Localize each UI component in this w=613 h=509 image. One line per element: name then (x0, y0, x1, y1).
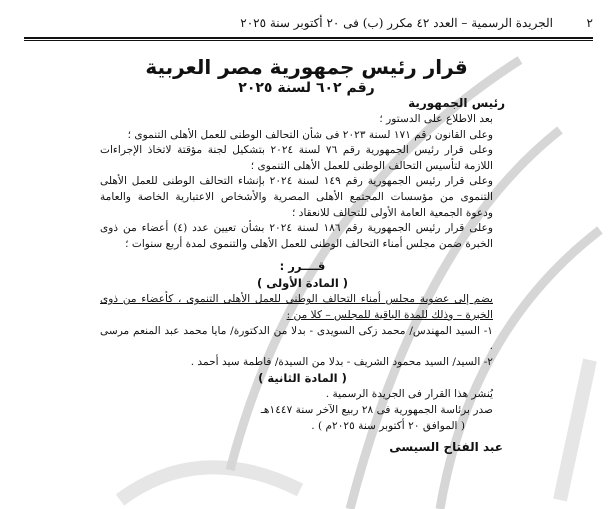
member-item: ٢- السيد/ السيد محمود الشريف - بدلا من السيدة/ فاطمة سيد أحمد . (190, 355, 493, 368)
page-number: ٢ (586, 16, 593, 30)
issue-place-date: صدر برئاسة الجمهورية فى ٢٨ ربيع الآخر سنة ١٤٤٧هـ (260, 403, 493, 416)
preamble-line: بعد الاطلاع على الدستور ؛ (379, 113, 493, 125)
preamble-line: وعلى قرار رئيس الجمهورية رقم ١٤٩ لسنة ٢٠٢٤ بإنشاء التحالف الوطنى للعمل الأهلى التنموى من مؤسسات المجتمع الأهلى المصرية والأشخاص الاعتبارية الخاصة والعامة ودعوة الجمعية العامة الأولى للتحالف للانعقاد ؛ (100, 175, 494, 219)
preamble-line: وعلى قرار رئيس الجمهورية رقم ٧٦ لسنة ٢٠٢٤ بتشكيل لجنة مؤقتة لاتخاذ الإجراءات اللازمة لتأسيس التحالف الوطنى للعمل الأهلى التنموى ؛ (100, 144, 494, 172)
decision-heading: قــــرر : (279, 259, 326, 274)
president-heading: رئيس الجمهورية (408, 96, 505, 110)
gazette-issue-line: الجريدة الرسمية – العدد ٤٢ مكرر (ب) فى ٢٠ أكتوبر سنة ٢٠٢٥ (240, 16, 553, 30)
decree-body (100, 94, 505, 456)
signature: عبد الفتاح السيسى (389, 440, 503, 455)
preamble-line: وعلى القانون رقم ١٧١ لسنة ٢٠٢٣ فى شأن التحالف الوطنى للعمل الأهلى التنموى ؛ (127, 128, 493, 141)
decree-number: رقم ٦٠٢ لسنة ٢٠٢٥ (238, 80, 375, 96)
article-2-heading: ( المادة الثانية ) (258, 371, 347, 386)
article-2-text: يُنشر هذا القرار فى الجريدة الرسمية . (325, 388, 493, 401)
member-item: ١- السيد المهندس/ محمد زكى السويدى - بدلا من الدكتورة/ مايا محمد عبد المنعم مرسى . (100, 324, 493, 353)
page-header (24, 12, 593, 34)
header-rule-thin (24, 40, 593, 41)
issue-gregorian-date: ( الموافق ٢٠ أكتوبر سنة ٢٠٢٥م ) . (311, 419, 465, 432)
article-1-text: يضم إلى عضوية مجلس أمناء التحالف الوطنى للعمل الأهلى التنموى ، كأعضاء من ذوى الخبرة – وذلك للمدة الباقية للمجلس – كلا من : (100, 293, 493, 321)
header-rule (24, 37, 593, 39)
preamble-line: وعلى قرار رئيس الجمهورية رقم ١٨٦ لسنة ٢٠٢٤ بشأن تعيين عدد (٤) أعضاء من ذوى الخبرة ضمن مجلس أمناء التحالف الوطنى للعمل الأهلى والتنموى لمدة أربع سنوات ؛ (100, 222, 493, 250)
article-1-heading: ( المادة الأولى ) (256, 276, 349, 291)
decree-title: قرار رئيس جمهورية مصر العربية (145, 55, 468, 79)
